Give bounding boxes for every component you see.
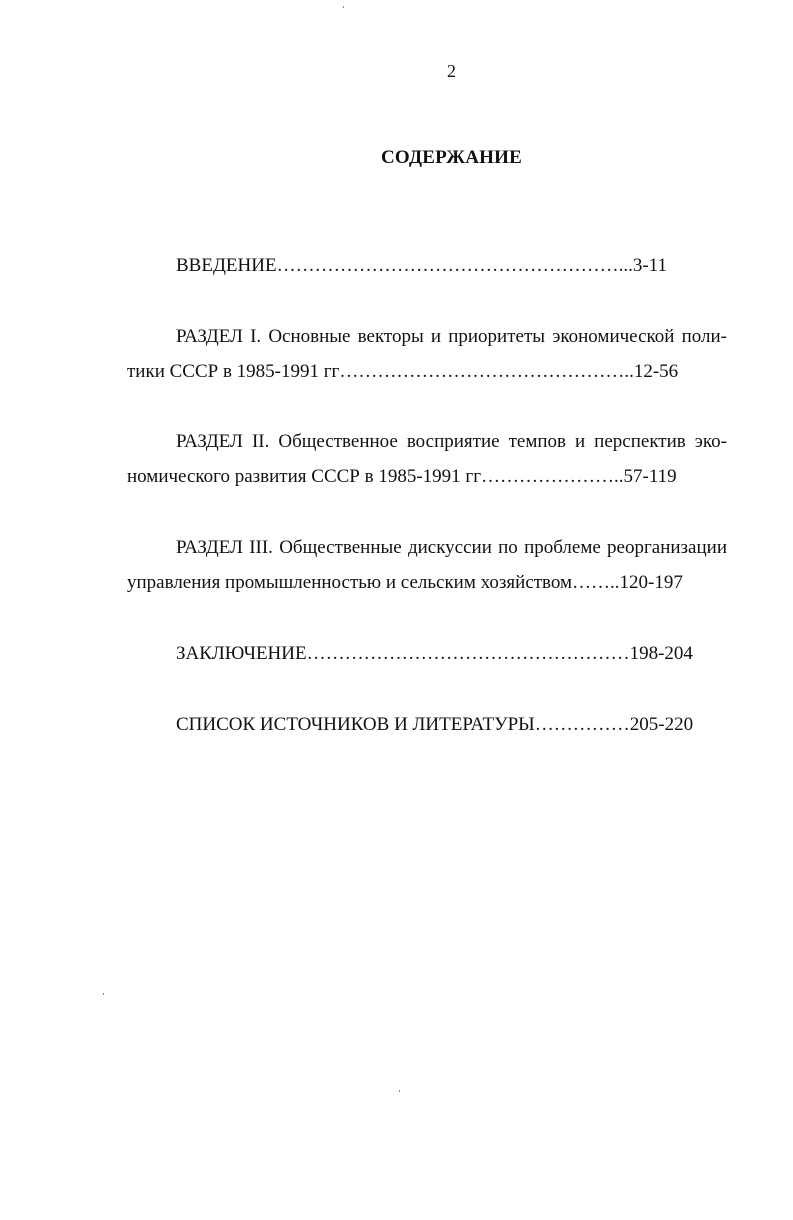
page-number: 2 (447, 61, 456, 81)
toc-entry-section-2 (127, 424, 727, 494)
toc-entry-line: РАЗДЕЛ II. Общественное восприятие темпов и перспектив эко- (176, 431, 727, 452)
toc-entry-section-1 (127, 319, 727, 389)
scan-speck (103, 993, 104, 995)
toc-entry-line: РАЗДЕЛ III. Общественные дискуссии по проблеме реорганизации (176, 537, 727, 558)
toc-entry-line: ЗАКЛЮЧЕНИЕ……………………………………………198-204 (176, 643, 693, 664)
toc-entry-section-3 (127, 530, 727, 600)
page-title: СОДЕРЖАНИЕ (381, 147, 522, 168)
scan-speck (343, 6, 344, 8)
toc-entry-line: РАЗДЕЛ I. Основные векторы и приоритеты экономической поли- (176, 326, 727, 347)
toc-entry-introduction (127, 248, 727, 283)
toc-entry-line: тики СССР в 1985-1991 гг………………………………………..12-56 (127, 361, 679, 382)
toc-entry-line: СПИСОК ИСТОЧНИКОВ И ЛИТЕРАТУРЫ……………205-220 (176, 714, 694, 735)
toc-entry-line: управления промышленностью и сельским хозяйством……..120-197 (127, 572, 683, 593)
toc-entry-sources (127, 707, 727, 742)
toc-entry-line: номического развития СССР в 1985-1991 гг…………………..57-119 (127, 466, 677, 487)
scan-speck (399, 1090, 400, 1092)
toc-entry-conclusion (127, 636, 727, 671)
toc-entry-line: ВВЕДЕНИЕ………………………………………………...3-11 (176, 255, 667, 276)
